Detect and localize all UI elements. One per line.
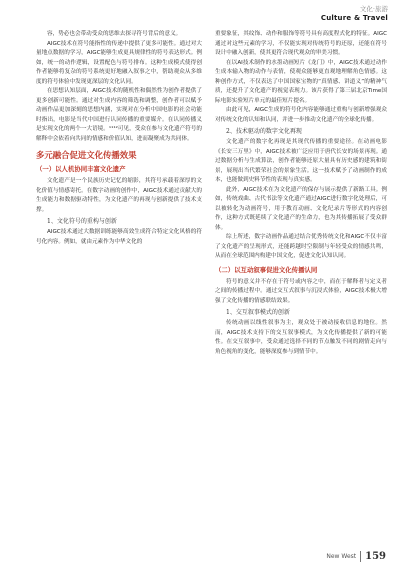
paragraph: 文化遗产是一个民族历史记忆的缩影，其符号承载着深厚的文化价值与情感寄托。在数字动画的创作中，AIGC技术通过贡献大的生成能力和数据驱动特性，为文化遗产的再现与创新提供了技术支撑。: [36, 178, 202, 213]
paragraph: 在以AI技术制作的水墨动画短片《龙门》中，AIGC技术通过动作生成本输入物的动作与表情，使观众能够更直观地理解角色情感。这种创作方式，不仅表达了中国国家宝物的“真情感、讲道义”的精神气质，还提升了文化遗产的视觉表现力。该片获得了第三届北京Time国际电影实验短片单元的最佳短片提名。: [215, 59, 387, 104]
subsection-heading: （一）以人机协同丰富文化遗产: [36, 165, 126, 173]
paragraph: 符号的意义并不存在于符号或内容之中，而在于解释者与定义者之间的传播过程中。通过交互式叙事与沉浸式体验，AIGC技术极大增强了文化传播的情感联结效果。: [215, 278, 387, 304]
paragraph: 在思想认知层面，AIGC技术的随机性和偶然性为创作者提供了更多创新可能性。通过对生成内容的筛选和调整，创作者可以赋予动画作品更加深刻的思想内涵，实现对在分析中国电影的社会功能时指出，电影是当代中国进行认同传播的重要媒介。在认同传播义是实现文化的两个一大语境。¹¹¹²可见，受众在参与文化遗产符号的解释中会依着向共同的情感和价值认知，进而凝聚成为共同体。: [36, 88, 202, 142]
section-heading: 多元融合促进文化传播效果: [36, 150, 137, 160]
paragraph: 文化遗产的数字化再现是其现代传播的重要途径。在动画电影《长安三万里》中，AIGC技术被广泛应用于唐代长安的场景再现。通过数据分析与生成算法，创作者能够还原大量具有历史感的建筑和街景，展现出当代繁荣社会的景象生活。这一技术赋予了动画制作的成本，也能做到史料节性的表现与真实感。: [215, 139, 387, 183]
paragraph: AIGC技术通过大数据训练能够高效生成符合特定文化风格的符号化内容。例如，就由元素作为中华文化的: [36, 229, 202, 245]
paragraph: 重要象征，其纹饰、动作和服饰等符号具有高度程式化的特征。AIGC通过对这些元素的学习，不仅能实现对传统符号的还原，还能在符号设计中融入创新，使其更符合现代观众的审美习惯。: [215, 31, 387, 56]
footer-divider: [360, 551, 361, 562]
minor-heading: 1、交互叙事模式的创新: [226, 309, 290, 316]
paragraph: 传统动画以线性叙事为主，观众处于被动接收信息的地位。然而，AIGC技术支持下的交互叙事模式，为文化传播提供了新的可能性。在交互叙事中，受众通过选择不同的节点触发不同的剧情走向与角色视角的变化，能够深度参与到情节中。: [215, 320, 387, 355]
paragraph: AIGC技术在符号能指性的传递中提供了更多可能性。通过对大量地点数据的学习，AIGC能够生成更具规律性的符号表达形式。例如，统一的动作逻辑，设置配色与符号排布。这种生成模式使得创作者能够将复杂的符号系统更好地融入叙事之中，帮助观众从多维度的符号体验中发现更深层的文化认同。: [36, 40, 202, 85]
minor-heading: 1、文化符号的重构与创新: [47, 218, 117, 225]
paragraph: 此外，AIGC技术在为文化遗产的保存与展示提供了新路工具。例如，传统戏曲、古代书法等文化遗产通过AIGC进行数字化处理后，可以被转化为动画符号，用于教育动画、文化纪录片等形式的内容创作，这种方式既延续了文化遗产的生命力，也为其传播拓展了受众群体。: [215, 186, 387, 231]
paragraph: 容，势必也会带动受众的思维去探寻符号背后的意义。: [47, 31, 182, 37]
magazine-name: New West: [326, 553, 357, 560]
left-column: [36, 30, 202, 247]
page-header: [321, 4, 388, 22]
paragraph: 由此可见，AIGC生成的符号化内容能够通过重构与创新增强观众对传统文化的认知和认同，并进一步推动文化遗产的全球化传播。: [215, 107, 387, 123]
section-title-en: Culture & Travel: [320, 14, 388, 22]
minor-heading: 2、技术驱动的数字文化再现: [226, 128, 302, 135]
paragraph: 综上所述，数字动画作品通过结合优秀传统文化和AIGC不仅丰富了文化遗产的呈现形式，还能跨越时空限制与年轻受众的情感共鸣，从而在全球范围内构建中国文化，促进文化认知认同。: [215, 234, 387, 259]
right-column: [215, 30, 387, 357]
page-number: 159: [365, 551, 386, 562]
subsection-heading: （二）以互动叙事促进文化传播认同: [215, 265, 318, 274]
section-title-cn: 文化·旅游: [359, 5, 388, 13]
page-footer: [326, 551, 386, 562]
